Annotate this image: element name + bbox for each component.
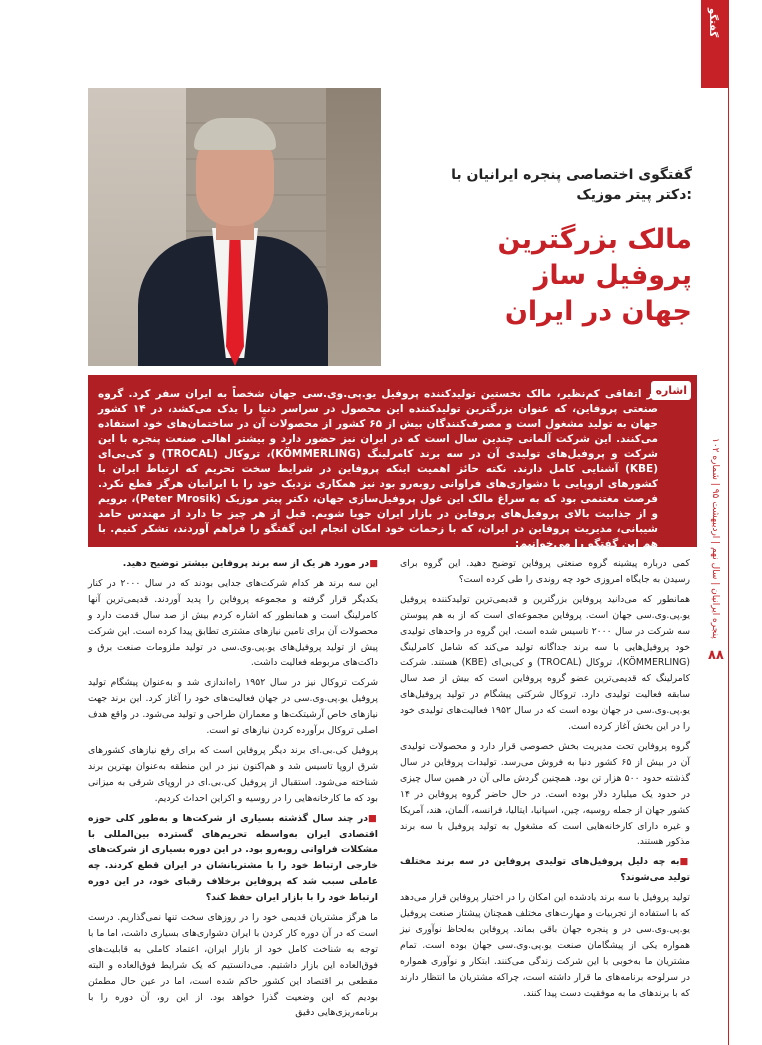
paragraph: تولید پروفیل با سه برند یادشده این امکان را در اختیار پروفاین قرار می‌دهد که با استفاده از تجربیات و مهارت‌های مختلف همچنان پیشتاز صنعت پروفیل یو.پی.وی.سی در و پنجره جهان باقی بماند. پروفاین به‌لحاظ نوآوری نیز همواره یکی از پیشگامان صنعت یو.پی.وی.سی جهان بوده است. تمام مشتریان ما به‌خوبی با این شرکت زندگی می‌کنند. ابتکار و نوآوری همواره در سرلوحه برنامه‌های ما قرار داشته است، چراکه مشتریان ما انتظار دارند که با برندهای ما به موفقیت دست پیدا کنند. xyxy=(400,892,690,999)
column-right xyxy=(400,556,690,1005)
issue-line: پنجره ایرانیان | سال نهم | اردیبهشت ۹۵ | شماره ۱۰۲ xyxy=(710,438,720,639)
paragraph: پروفیل کی.بی.ای برند دیگر پروفاین است که برای رفع نیازهای کشورهای شرق اروپا تاسیس شد و هم‌اکنون نیز در این منطقه به‌عنوان بهترین برند شناخته می‌شود. استقبال از پروفیل کی.بی.ای در اروپای شرقی به میزانی بود که ما کارخانه‌هایی را در روسیه و اکراین احداث کردیم. xyxy=(88,744,378,804)
intro-text: در اتفاقی کم‌نظیر، مالک نخستین تولیدکننده پروفیل یو.پی.وی.سی جهان شخصاً به ایران سفر کرد. گروه صنعتی پروفاین، که عنوان بزرگترین تولیدکننده این محصول در سراسر دنیا را یدک می‌کشد، در ۱۴ کشور جهان به تولید مشغول است و مصرف‌کنندگان بیش از ۶۵ کشور از محصولات آن در ساختمان‌های خود استفاده می‌کنند. این شرکت آلمانی چندین سال است که در ایران نیز حضور دارد و بیشتر اهالی صنعت پنجره با این شرکت و پروفیل‌های تولیدی آن در سه برند کامرلینگ (KÖMMERLING)، تروکال (TROCAL) و کی‌بی‌ای (KBE) آشنایی کامل دارند. نکته حائز اهمیت اینکه پروفاین در شرایط سخت تحریم که ارتباط ایران با کشورهای اروپایی با دشواری‌های فراوانی روبه‌رو بود نیز همکاری نزدیک خود را با ایرانیان هرگز قطع نکرد. فرصت مغتنمی بود که به سراغ مالک این غول پروفیل‌سازی جهان، دکتر پیتر موزیک (Peter Mrosik)، برویم و از جذابیت بالای پروفیل‌های پروفاین در بازار ایران جویا شویم. قبل از هر چیز جا دارد از مهندس حامد شیبانی، مدیریت پروفاین در ایران، که با زحمات خود امکان انجام این گفتگو را فراهم آوردند، تشکر کنیم. با هم این گفتگو را می‌خوانیم: xyxy=(98,388,659,550)
question: ■ به چه دلیل پروفیل‌های تولیدی پروفاین در سه برند مختلف تولید می‌شوند؟ xyxy=(400,854,690,886)
paragraph: ما هرگز مشتریان قدیمی خود را در روزهای سخت تنها نمی‌گذاریم. درست است که در آن دوره کار کردن با ایران دشواری‌های بسیاری داشت، اما ما با توجه به شناخت کامل خود از بازار ایران، اعتماد کاملی به قابلیت‌های فوق‌العاده این بازار داشتیم. می‌دانستیم که یک شرایط فوق‌العاده و البته مقطعی بر اقتصاد این کشور حاکم شده است، اما در عین حال مطمئن بودیم که این وضعیت گذرا خواهد بود. از این رو، آن دوره را با برنامه‌ریزی‌هایی دقیق xyxy=(88,912,378,1019)
paragraph: این سه برند هر کدام شرکت‌های جدایی بودند که در سال ۲۰۰۰ در کنار یکدیگر قرار گرفته و مجموعه پروفاین را پدید آوردند. قدیمی‌ترین آنها کامرلینگ است و همانطور که اشاره کردم بیش از صد سال قدمت دارد و محصولات آن برای تامین نیازهای مشتری تطابق پیدا کرده است. این شرکت پیش از تولید پروفیل‌های یو.پی.وی.سی در تولید ملزومات صنعت برق و داکت‌های مربوطه فعالیت داشت. xyxy=(88,577,379,669)
paragraph: گروه پروفاین تحت مدیریت بخش خصوصی قرار دارد و محصولات تولیدی آن در بیش از ۶۵ کشور دنیا به فروش می‌رسد. تولیدات پروفاین در سال گذشته حدود ۵۰۰ هزار تن بود. همچنین گردش مالی آن در همین سال چیزی در حدود یک میلیارد دلار بوده است. در حال حاضر گروه پروفاین در ۱۴ کشور جهان از جمله روسیه، چین، اسپانیا، ایتالیا، فرانسه، آلمان، هند، آمریکا و غیره دارای کارخانه‌هایی است که مشغول به تولید پروفیل با سه برند مذکور هستند. xyxy=(400,740,691,848)
kicker-line-1: گفتگوی اختصاصی پنجره ایرانیان با xyxy=(451,167,692,183)
paragraph: شرکت تروکال نیز در سال ۱۹۵۲ راه‌اندازی شد و به‌عنوان پیشگام تولید پروفیل یو.پی.وی.سی در جهان فعالیت‌های خود را آغاز کرد. این برند جهت نیازهای خاص آرشیتکت‌ها و معماران طراحی و تولید می‌شود. در واقع هدف اصلی تروکال برآورده کردن نیازهای تو است. xyxy=(88,677,378,737)
title-line-1: مالک بزرگترین پروفیل ساز xyxy=(497,224,692,291)
intro-box xyxy=(88,375,697,550)
question: ■ در چند سال گذشته بسیاری از شرکت‌ها و به‌طور کلی حوزه اقتصادی ایران به‌واسطه تحریم‌های گسترده بین‌المللی با مشکلات فراوانی روبه‌رو بود. در این دوره بسیاری از شرکت‌های خارجی ارتباط خود را با مشتریانشان در ایران قطع کردند. چه عاملی سبب شد که پروفاین برخلاف رقبای خود، در این دوره ارتباط خود را با بازار ایران حفظ کند؟ xyxy=(88,811,378,906)
section-tab: گفتگو xyxy=(701,0,729,88)
page-number: ۸۸ xyxy=(708,648,724,663)
article-title xyxy=(392,222,692,330)
margin-rule xyxy=(728,0,729,1045)
question: ■ در مورد هر یک از سه برند پروفاین بیشتر توضیح دهید. xyxy=(88,556,378,572)
kicker xyxy=(392,165,692,205)
intro-label: اشاره xyxy=(651,381,691,400)
column-left xyxy=(88,556,378,1025)
paragraph: کمی درباره پیشینه گروه صنعتی پروفاین توضیح دهید. این گروه برای رسیدن به جایگاه امروزی خود چه روندی را طی کرده است؟ xyxy=(400,558,690,585)
paragraph: همانطور که می‌دانید پروفاین بزرگترین و قدیمی‌ترین تولیدکننده پروفیل یو.پی.وی.سی جهان است. پروفاین مجموعه‌ای است که از به هم پیوستن سه شرکت در سال ۲۰۰۰ تاسیس شده است. این گروه در واحدهای تولیدی خود پروفیل‌هایی با سه برند جداگانه تولید می‌کند که شامل کامرلینگ (KÖMMERLING)، تروکال (TROCAL) و کی‌بی‌ای (KBE) هستند. شرکت کامرلینگ که قدیمی‌ترین عضو گروه پروفاین است که بیش از صد سال سابقه فعالیت تولیدی دارد. تروکال شرکتی پیشگام در تولید پروفیل‌های یو.پی.وی.سی در جهان بوده است که در سال ۱۹۵۲ فعالیت‌های تولیدی خود را در این بخش آغاز کرده است. xyxy=(400,593,691,733)
title-line-2: جهان در ایران xyxy=(504,296,692,327)
portrait-photo xyxy=(88,88,381,366)
kicker-line-2: دکتر پیتر موزیک: xyxy=(576,187,692,203)
